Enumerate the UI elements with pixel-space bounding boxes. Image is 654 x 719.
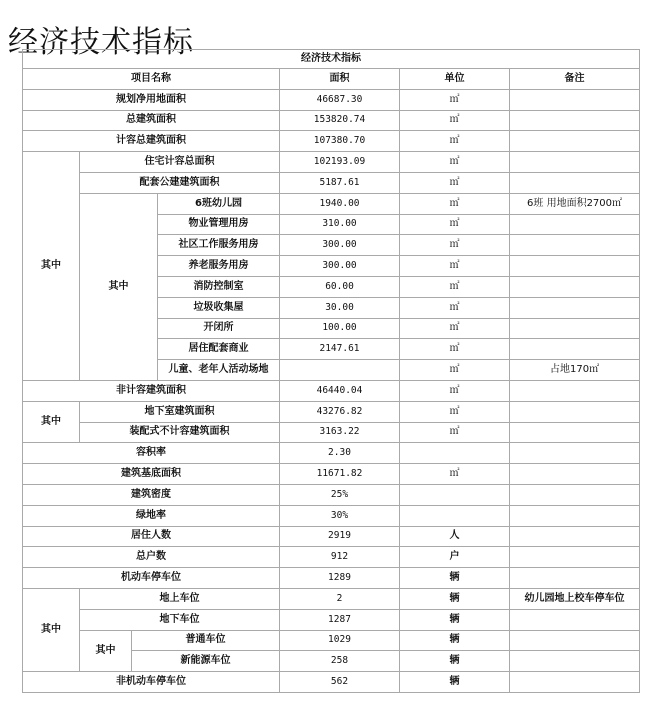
row-name: 社区工作服务用房 — [158, 235, 280, 256]
row-name: 地上车位 — [80, 588, 280, 609]
row-unit: 人 — [400, 526, 510, 547]
group-label: 其中 — [23, 152, 80, 381]
row-value: 3163.22 — [280, 422, 400, 443]
row-unit: ㎡ — [400, 235, 510, 256]
row-note — [510, 214, 640, 235]
table-row — [23, 172, 640, 193]
row-note — [510, 547, 640, 568]
row-value: 100.00 — [280, 318, 400, 339]
row-unit: ㎡ — [400, 89, 510, 110]
row-value: 43276.82 — [280, 401, 400, 422]
row-note — [510, 152, 640, 173]
row-note — [510, 235, 640, 256]
row-unit: 户 — [400, 547, 510, 568]
row-note — [510, 297, 640, 318]
row-value: 258 — [280, 651, 400, 672]
group-label: 其中 — [23, 401, 80, 443]
row-name: 装配式不计容建筑面积 — [80, 422, 280, 443]
row-note: 占地170㎡ — [510, 360, 640, 381]
row-value: 2919 — [280, 526, 400, 547]
row-unit: ㎡ — [400, 380, 510, 401]
row-value: 2 — [280, 588, 400, 609]
row-name: 建筑密度 — [23, 484, 280, 505]
row-value: 300.00 — [280, 256, 400, 277]
row-note — [510, 484, 640, 505]
row-note — [510, 256, 640, 277]
row-value: 1287 — [280, 609, 400, 630]
row-unit: ㎡ — [400, 256, 510, 277]
row-value: 11671.82 — [280, 464, 400, 485]
row-value: 107380.70 — [280, 131, 400, 152]
table-row — [23, 401, 640, 422]
row-name: 垃圾收集屋 — [158, 297, 280, 318]
row-note — [510, 651, 640, 672]
row-name: 6班幼儿园 — [158, 193, 280, 214]
row-unit: 辆 — [400, 672, 510, 693]
table-row — [23, 110, 640, 131]
row-value: 30% — [280, 505, 400, 526]
table-row — [23, 443, 640, 464]
table-row — [23, 505, 640, 526]
table-row — [23, 422, 640, 443]
header-name: 项目名称 — [23, 69, 280, 90]
row-name: 养老服务用房 — [158, 256, 280, 277]
row-value: 300.00 — [280, 235, 400, 256]
page-title: 经济技术指标 — [8, 25, 194, 61]
row-value: 1940.00 — [280, 193, 400, 214]
table-caption: 经济技术指标 — [23, 50, 640, 69]
row-name: 非计容建筑面积 — [23, 380, 280, 401]
economic-indicators-table — [22, 49, 640, 693]
row-unit: ㎡ — [400, 422, 510, 443]
row-name: 规划净用地面积 — [23, 89, 280, 110]
row-name: 总户数 — [23, 547, 280, 568]
row-unit: 辆 — [400, 588, 510, 609]
row-name: 容积率 — [23, 443, 280, 464]
row-unit: 辆 — [400, 651, 510, 672]
row-name: 地下车位 — [80, 609, 280, 630]
table-row — [23, 630, 640, 651]
row-unit: 辆 — [400, 630, 510, 651]
row-note — [510, 505, 640, 526]
header-unit: 单位 — [400, 69, 510, 90]
table-row — [23, 193, 640, 214]
row-unit: ㎡ — [400, 360, 510, 381]
row-name: 住宅计容总面积 — [80, 152, 280, 173]
row-name: 普通车位 — [132, 630, 280, 651]
row-unit: ㎡ — [400, 276, 510, 297]
row-name: 儿童、老年人活动场地 — [158, 360, 280, 381]
row-name: 开闭所 — [158, 318, 280, 339]
row-unit: ㎡ — [400, 214, 510, 235]
group-label: 其中 — [23, 588, 80, 671]
row-value: 153820.74 — [280, 110, 400, 131]
row-note — [510, 380, 640, 401]
row-unit: ㎡ — [400, 401, 510, 422]
row-value: 30.00 — [280, 297, 400, 318]
row-name: 物业管理用房 — [158, 214, 280, 235]
row-note — [510, 464, 640, 485]
table-row — [23, 152, 640, 173]
row-value: 2.30 — [280, 443, 400, 464]
row-name: 地下室建筑面积 — [80, 401, 280, 422]
row-note — [510, 318, 640, 339]
row-unit: ㎡ — [400, 172, 510, 193]
row-note — [510, 89, 640, 110]
row-value: 912 — [280, 547, 400, 568]
row-note — [510, 339, 640, 360]
row-value: 46687.30 — [280, 89, 400, 110]
row-unit: ㎡ — [400, 318, 510, 339]
row-unit: ㎡ — [400, 464, 510, 485]
row-unit — [400, 484, 510, 505]
table-row — [23, 380, 640, 401]
table-row — [23, 672, 640, 693]
row-unit: ㎡ — [400, 193, 510, 214]
table-row — [23, 568, 640, 589]
row-note — [510, 630, 640, 651]
row-value: 1289 — [280, 568, 400, 589]
row-note — [510, 401, 640, 422]
row-name: 机动车停车位 — [23, 568, 280, 589]
row-name: 配套公建建筑面积 — [80, 172, 280, 193]
row-unit: ㎡ — [400, 339, 510, 360]
row-note — [510, 172, 640, 193]
row-unit: ㎡ — [400, 131, 510, 152]
table-row — [23, 588, 640, 609]
row-value: 5187.61 — [280, 172, 400, 193]
table-row — [23, 547, 640, 568]
row-name: 居住配套商业 — [158, 339, 280, 360]
table-row — [23, 484, 640, 505]
row-note: 6班 用地面积2700㎡ — [510, 193, 640, 214]
row-name: 新能源车位 — [132, 651, 280, 672]
row-note — [510, 609, 640, 630]
header-area: 面积 — [280, 69, 400, 90]
subgroup-label: 其中 — [80, 193, 158, 380]
row-unit: ㎡ — [400, 110, 510, 131]
row-note — [510, 131, 640, 152]
row-name: 绿地率 — [23, 505, 280, 526]
row-value: 25% — [280, 484, 400, 505]
row-value: 46440.04 — [280, 380, 400, 401]
row-name: 总建筑面积 — [23, 110, 280, 131]
caption-row — [23, 50, 640, 69]
table-row — [23, 89, 640, 110]
table-row — [23, 526, 640, 547]
row-value: 2147.61 — [280, 339, 400, 360]
row-unit: 辆 — [400, 568, 510, 589]
row-note — [510, 568, 640, 589]
row-unit: 辆 — [400, 609, 510, 630]
row-value: 562 — [280, 672, 400, 693]
header-row — [23, 69, 640, 90]
table-row — [23, 131, 640, 152]
row-value: 1029 — [280, 630, 400, 651]
table-row — [23, 609, 640, 630]
row-name: 居住人数 — [23, 526, 280, 547]
row-value: 310.00 — [280, 214, 400, 235]
row-name: 消防控制室 — [158, 276, 280, 297]
row-note — [510, 672, 640, 693]
row-note — [510, 422, 640, 443]
row-value: 60.00 — [280, 276, 400, 297]
subgroup-label: 其中 — [80, 630, 132, 672]
row-unit: ㎡ — [400, 297, 510, 318]
row-note: 幼儿园地上校车停车位 — [510, 588, 640, 609]
row-value — [280, 360, 400, 381]
row-name: 非机动车停车位 — [23, 672, 280, 693]
row-note — [510, 110, 640, 131]
header-note: 备注 — [510, 69, 640, 90]
row-note — [510, 526, 640, 547]
row-note — [510, 443, 640, 464]
row-unit — [400, 443, 510, 464]
row-unit — [400, 505, 510, 526]
row-name: 计容总建筑面积 — [23, 131, 280, 152]
row-value: 102193.09 — [280, 152, 400, 173]
row-name: 建筑基底面积 — [23, 464, 280, 485]
table-row — [23, 464, 640, 485]
row-note — [510, 276, 640, 297]
row-unit: ㎡ — [400, 152, 510, 173]
